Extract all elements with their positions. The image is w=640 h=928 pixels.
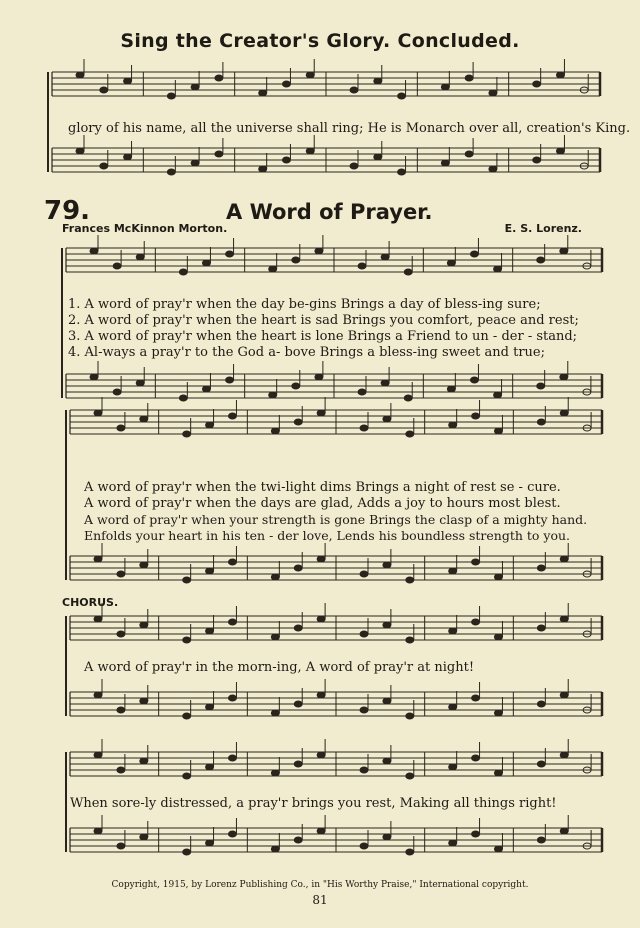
note-head — [350, 87, 358, 93]
note-head — [449, 704, 457, 710]
note-head — [406, 577, 414, 583]
note-head — [294, 625, 302, 631]
note-head — [206, 628, 214, 634]
note-head — [537, 625, 545, 631]
note-head — [441, 84, 449, 90]
note-head — [406, 713, 414, 719]
note-head — [294, 761, 302, 767]
note-head — [259, 90, 267, 96]
note-head — [449, 422, 457, 428]
note-head — [381, 380, 389, 386]
chorus-label: CHORUS. — [62, 596, 119, 609]
note-head — [494, 392, 502, 398]
note-head — [100, 163, 108, 169]
note-head — [292, 383, 300, 389]
note-head — [383, 622, 391, 628]
chorus-line-1: A word of pray'r in the morn-ing, A word of pray'r at night! — [84, 660, 475, 675]
note-head — [228, 413, 236, 419]
note-head — [315, 374, 323, 380]
note-head — [100, 87, 108, 93]
note-head — [76, 72, 84, 78]
note-head — [215, 75, 223, 81]
note-head — [183, 431, 191, 437]
copyright-footer: Copyright, 1915, by Lorenz Publishing Co., in "His Worthy Praise," International copyright. — [111, 880, 529, 890]
note-head — [294, 565, 302, 571]
note-head — [560, 374, 568, 380]
note-head — [228, 559, 236, 565]
note-head — [282, 81, 290, 87]
note-head — [383, 758, 391, 764]
note-head — [383, 834, 391, 840]
note-head — [136, 380, 144, 386]
note-head — [449, 840, 457, 846]
verse-4-line-2: Enfolds your heart in his ten - der love, Lends his boundless strength to you. — [84, 528, 570, 543]
note-head — [398, 169, 406, 175]
note-head — [117, 571, 125, 577]
note-head — [350, 163, 358, 169]
note-head — [560, 752, 568, 758]
note-head — [259, 166, 267, 172]
note-head — [317, 692, 325, 698]
note-head — [271, 710, 279, 716]
note-head — [206, 704, 214, 710]
note-head — [449, 568, 457, 574]
note-head — [494, 428, 502, 434]
verse-1-line-1: 1. A word of pray'r when the day be-gins Brings a day of bless-ing sure; — [68, 297, 541, 312]
note-head — [124, 154, 132, 160]
note-head — [447, 260, 455, 266]
note-head — [404, 395, 412, 401]
hymn-title: A Word of Prayer. — [226, 200, 433, 224]
note-head — [117, 707, 125, 713]
chorus-line-2: When sore-ly distressed, a pray'r brings you rest, Making all things right! — [70, 796, 557, 811]
note-head — [117, 425, 125, 431]
hymn-author: Frances McKinnon Morton. — [62, 222, 228, 235]
note-head — [383, 562, 391, 568]
note-head — [183, 849, 191, 855]
note-head — [360, 571, 368, 577]
note-head — [124, 78, 132, 84]
note-head — [183, 713, 191, 719]
note-head — [360, 425, 368, 431]
note-head — [206, 764, 214, 770]
note-head — [533, 81, 541, 87]
note-head — [537, 419, 545, 425]
note-head — [271, 574, 279, 580]
note-head — [381, 254, 389, 260]
note-head — [228, 695, 236, 701]
note-head — [90, 374, 98, 380]
verse-3-line-2: A word of pray'r when your strength is gone Brings the clasp of a mighty hand. — [84, 512, 588, 527]
note-head — [183, 637, 191, 643]
note-head — [358, 263, 366, 269]
note-head — [94, 556, 102, 562]
note-head — [556, 72, 564, 78]
note-head — [294, 701, 302, 707]
continued-hymn-lyric: glory of his name, all the universe shall ring; He is Monarch over all, creation's King. — [68, 121, 631, 136]
note-head — [360, 843, 368, 849]
note-head — [94, 828, 102, 834]
note-head — [560, 248, 568, 254]
verse-1-line-2: A word of pray'r when the twi-light dims Brings a night of rest se - cure. — [84, 480, 561, 495]
note-head — [226, 377, 234, 383]
note-head — [472, 619, 480, 625]
note-head — [271, 846, 279, 852]
note-head — [406, 773, 414, 779]
note-head — [317, 828, 325, 834]
note-head — [113, 263, 121, 269]
note-head — [76, 148, 84, 154]
note-head — [360, 767, 368, 773]
note-head — [183, 577, 191, 583]
note-head — [465, 151, 473, 157]
note-head — [117, 843, 125, 849]
note-head — [228, 619, 236, 625]
note-head — [489, 90, 497, 96]
note-head — [94, 616, 102, 622]
note-head — [228, 755, 236, 761]
note-head — [465, 75, 473, 81]
note-head — [472, 559, 480, 565]
note-head — [179, 269, 187, 275]
note-head — [494, 770, 502, 776]
note-head — [404, 269, 412, 275]
note-head — [449, 628, 457, 634]
verse-2-line-1: 2. A word of pray'r when the heart is sad Brings you comfort, peace and rest; — [68, 313, 579, 328]
note-head — [140, 416, 148, 422]
note-head — [358, 389, 366, 395]
note-head — [292, 257, 300, 263]
hymn-number: 79. — [44, 196, 91, 226]
note-head — [560, 556, 568, 562]
note-head — [191, 160, 199, 166]
note-head — [406, 431, 414, 437]
note-head — [271, 634, 279, 640]
note-head — [383, 698, 391, 704]
note-head — [206, 568, 214, 574]
note-head — [140, 758, 148, 764]
note-head — [537, 383, 545, 389]
note-head — [560, 616, 568, 622]
note-head — [560, 828, 568, 834]
note-head — [94, 692, 102, 698]
hymn-composer: E. S. Lorenz. — [504, 222, 582, 235]
note-head — [179, 395, 187, 401]
note-head — [140, 622, 148, 628]
note-head — [306, 148, 314, 154]
note-head — [206, 422, 214, 428]
note-head — [449, 764, 457, 770]
note-head — [489, 166, 497, 172]
verse-2-line-2: A word of pray'r when the days are glad, Adds a joy to hours most blest. — [84, 496, 561, 511]
note-head — [556, 148, 564, 154]
note-head — [167, 93, 175, 99]
note-head — [202, 260, 210, 266]
note-head — [317, 752, 325, 758]
note-head — [560, 692, 568, 698]
note-head — [117, 631, 125, 637]
note-head — [494, 574, 502, 580]
note-head — [470, 251, 478, 257]
note-head — [167, 169, 175, 175]
page-number: 81 — [312, 893, 328, 907]
note-head — [317, 616, 325, 622]
note-head — [226, 251, 234, 257]
note-head — [228, 831, 236, 837]
note-head — [206, 840, 214, 846]
verse-4-line-1: 4. Al-ways a pray'r to the God a- bove Brings a bless-ing sweet and true; — [68, 345, 546, 360]
note-head — [537, 837, 545, 843]
note-head — [406, 849, 414, 855]
note-head — [537, 701, 545, 707]
note-head — [90, 248, 98, 254]
note-head — [136, 254, 144, 260]
note-head — [94, 752, 102, 758]
note-head — [472, 695, 480, 701]
note-head — [494, 634, 502, 640]
note-head — [191, 84, 199, 90]
note-head — [294, 837, 302, 843]
note-head — [537, 257, 545, 263]
note-head — [306, 72, 314, 78]
note-head — [441, 160, 449, 166]
note-head — [117, 767, 125, 773]
note-head — [282, 157, 290, 163]
note-head — [113, 389, 121, 395]
note-head — [374, 78, 382, 84]
note-head — [494, 710, 502, 716]
note-head — [183, 773, 191, 779]
note-head — [398, 93, 406, 99]
note-head — [494, 846, 502, 852]
note-head — [215, 151, 223, 157]
note-head — [94, 410, 102, 416]
note-head — [537, 565, 545, 571]
note-head — [269, 266, 277, 272]
note-head — [472, 755, 480, 761]
note-head — [140, 834, 148, 840]
note-head — [140, 698, 148, 704]
note-head — [383, 416, 391, 422]
note-head — [472, 413, 480, 419]
note-head — [317, 556, 325, 562]
note-head — [271, 428, 279, 434]
verse-3-line-1: 3. A word of pray'r when the heart is lone Brings a Friend to un - der - stand; — [68, 329, 578, 344]
note-head — [494, 266, 502, 272]
note-head — [202, 386, 210, 392]
note-head — [406, 637, 414, 643]
note-head — [140, 562, 148, 568]
note-head — [360, 707, 368, 713]
note-head — [472, 831, 480, 837]
note-head — [269, 392, 277, 398]
note-head — [447, 386, 455, 392]
note-head — [560, 410, 568, 416]
note-head — [294, 419, 302, 425]
note-head — [470, 377, 478, 383]
note-head — [360, 631, 368, 637]
note-head — [315, 248, 323, 254]
note-head — [533, 157, 541, 163]
note-head — [271, 770, 279, 776]
note-head — [537, 761, 545, 767]
continued-hymn-title: Sing the Creator's Glory. Concluded. — [120, 30, 520, 52]
note-head — [317, 410, 325, 416]
note-head — [374, 154, 382, 160]
